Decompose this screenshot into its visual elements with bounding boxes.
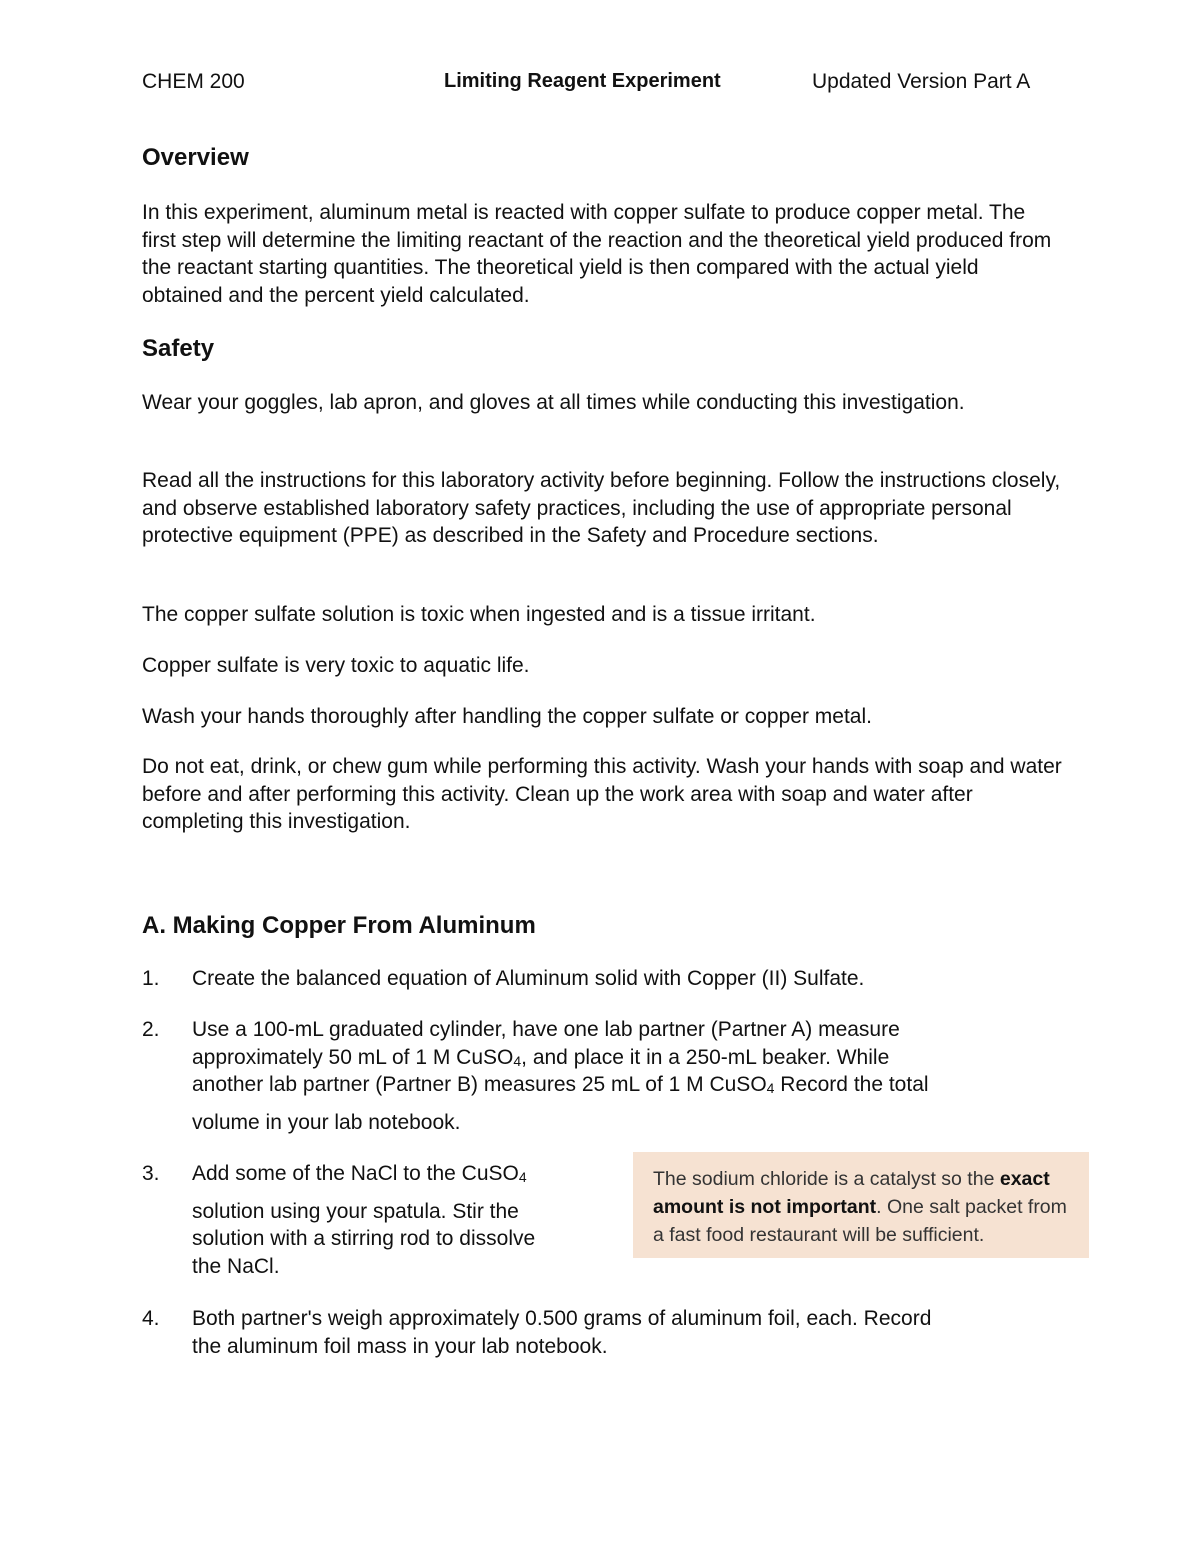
step-line: solution using your spatula. Stir the — [192, 1199, 519, 1223]
catalyst-note: The sodium chloride is a catalyst so the exact amount is not important. One salt packet from a fast food restaurant will be sufficient. — [633, 1152, 1089, 1258]
step-text: Create the balanced equation of Aluminum solid with Copper (II) Sulfate. — [192, 967, 865, 990]
safety-paragraph: Wear your goggles, lab apron, and gloves at all times while conducting this investigation. — [142, 391, 965, 414]
step-line: Add some of the NaCl to the CuSO$_4$ — [192, 1162, 527, 1185]
step-line: the aluminum foil mass in your lab notebook. — [192, 1334, 608, 1358]
safety-paragraph: Wash your hands thoroughly after handling the copper sulfate or copper metal. — [142, 705, 872, 728]
step-line: volume in your lab notebook. — [192, 1110, 461, 1134]
step-number: 2. — [142, 1018, 160, 1041]
safety-paragraph: Do not eat, drink, or chew gum while performing this activity. Wash your hands with soap and water before and after performing this activity. Clean up the work area with soap and water after completing this investigation. — [142, 755, 1062, 833]
version-label: Updated Version Part A — [812, 70, 1031, 93]
step-line: the NaCl. — [192, 1254, 280, 1278]
safety-heading: Safety — [142, 335, 215, 362]
section-a-heading: A. Making Copper From Aluminum — [142, 912, 536, 939]
step-line: another lab partner (Partner B) measures 25 mL of 1 M CuSO$_4$ Record the total — [192, 1073, 929, 1096]
safety-paragraph: The copper sulfate solution is toxic when ingested and is a tissue irritant. — [142, 603, 816, 626]
course-code: CHEM 200 — [142, 70, 245, 93]
step-number: 4. — [142, 1307, 160, 1330]
document-title: Limiting Reagent Experiment — [444, 70, 721, 92]
step-number: 3. — [142, 1162, 160, 1185]
safety-paragraph: Read all the instructions for this laboratory activity before beginning. Follow the instructions closely, and observe established laboratory safety practices, including the use of appropriate personal protective equipment (PPE) as described in the Safety and Procedure sections. — [142, 469, 1061, 547]
step-line: Use a 100-mL graduated cylinder, have one lab partner (Partner A) measure — [192, 1018, 900, 1041]
overview-text: In this experiment, aluminum metal is reacted with copper sulfate to produce copper metal. The first step will determine the limiting reactant of the reaction and the theoretical yield produced from the reactant starting quantities. The theoretical yield is then compared with the actual yield obtained and the percent yield calculated. — [142, 201, 1052, 307]
step-number: 1. — [142, 967, 160, 990]
safety-paragraph: Copper sulfate is very toxic to aquatic life. — [142, 654, 530, 677]
step-line: approximately 50 mL of 1 M CuSO$_4$, and place it in a 250-mL beaker. While — [192, 1045, 890, 1069]
step-line: Both partner's weigh approximately 0.500 grams of aluminum foil, each. Record — [192, 1307, 932, 1330]
overview-heading: Overview — [142, 144, 249, 171]
step-line: solution with a stirring rod to dissolve — [192, 1227, 536, 1250]
